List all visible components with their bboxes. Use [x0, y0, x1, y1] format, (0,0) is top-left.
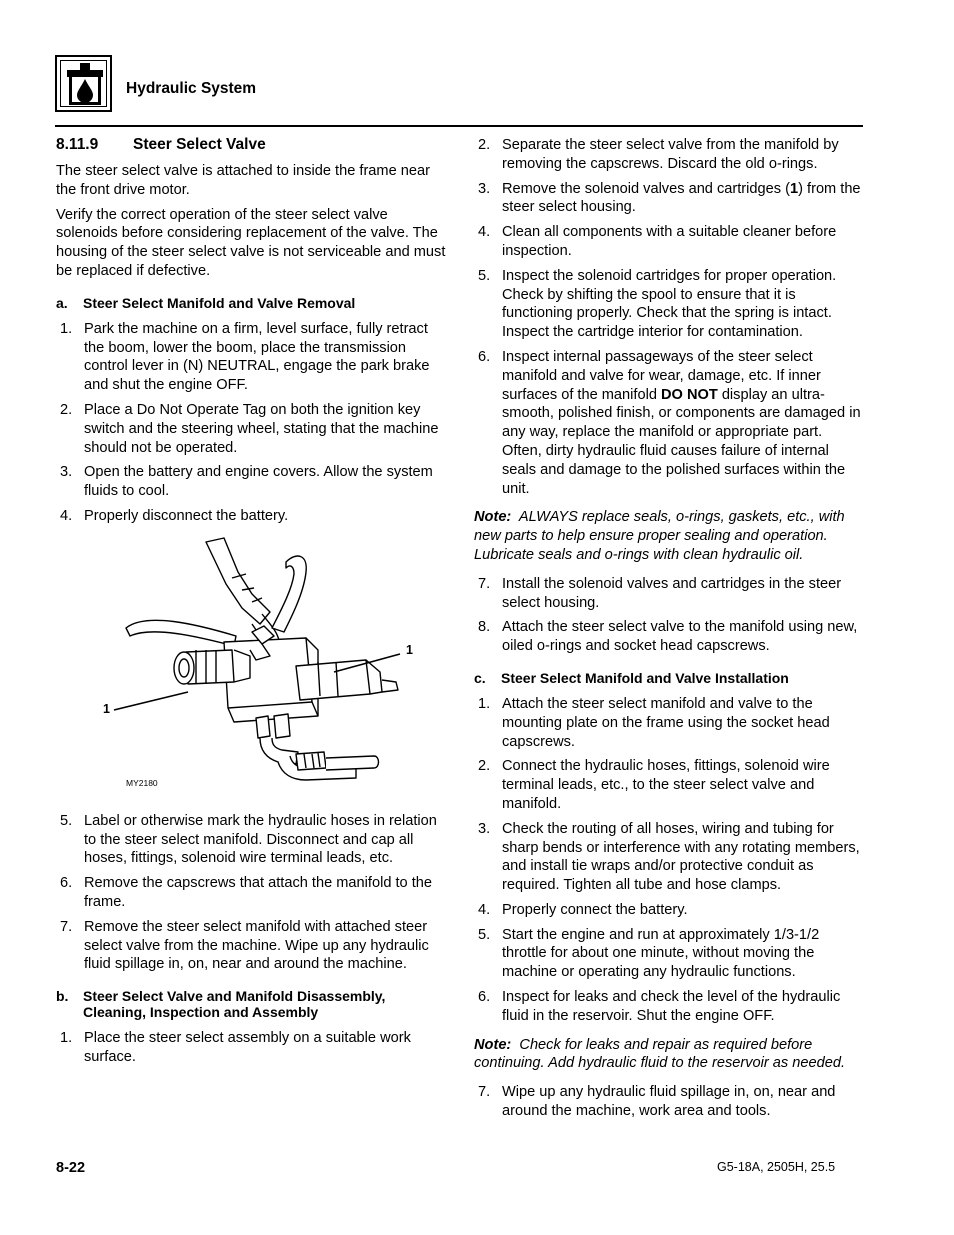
right-column	[474, 136, 864, 1127]
list-item: 2. Connect the hydraulic hoses, fittings, solenoid wire terminal leads, etc., to the steer select valve and manifold.	[478, 758, 830, 812]
list-item: 5. Label or otherwise mark the hydraulic hoses in relation to the steer select manifold. Disconnect and cap all hoses, fittings, solenoid wire terminal leads, etc.	[60, 812, 437, 867]
section-title: Steer Select Valve	[133, 136, 266, 153]
left-column	[56, 136, 446, 1073]
hydraulic-drop-icon	[55, 55, 112, 112]
document-code: G5-18A, 2505H, 25.5	[717, 1160, 836, 1174]
list-item: 5. Start the engine and run at approximately 1/3-1/2 throttle for about one minute, without moving the machine or operating any hydraulic functions.	[478, 926, 820, 981]
assembly-steps	[474, 575, 864, 656]
subsection-heading-c: c. Steer Select Manifold and Valve Installation	[474, 669, 789, 686]
list-item: 8. Attach the steer select valve to the manifold using new, oiled o-rings and socket head capscrews.	[478, 619, 858, 655]
list-item: 7. Install the solenoid valves and cartridges in the steer select housing.	[478, 575, 842, 611]
removal-steps-continued	[56, 812, 446, 974]
installation-steps	[474, 695, 864, 1026]
intro-paragraph: Verify the correct operation of the steer select valve solenoids before considering replacement of the valve. The housing of the steer select valve is not serviceable and must be replaced if defective.	[56, 206, 446, 279]
section-heading	[56, 136, 446, 154]
list-item: 6. Inspect for leaks and check the level of the hydraulic fluid in the reservoir. Shut the engine OFF.	[478, 989, 841, 1024]
disassembly-steps	[56, 1029, 446, 1067]
list-item: 4. Properly disconnect the battery.	[60, 507, 289, 524]
installation-steps-continued	[474, 1083, 864, 1121]
callout-label: 1	[406, 642, 413, 657]
list-item: 6. Inspect internal passageways of the steer select manifold and valve for wear, damage, etc. If inner surfaces of the manifold DO NOT display an ultra-smooth, polished finish, or components are damaged in any way, replace the manifold or appropriate part. Often, dirty hydraulic fluid causes failure of internal seals and damage to the polished surfaces within the unit.	[478, 348, 861, 497]
list-item: 5. Inspect the solenoid cartridges for proper operation. Check by shifting the spool to ensure that it is functioning properly. Check that the spring is intact. Inspect the cartridge interior for contamination.	[478, 267, 837, 341]
list-item: 1. Place the steer select assembly on a suitable work surface.	[60, 1030, 411, 1065]
subsection-heading-b: b. Steer Select Valve and Manifold Disassembly, Cleaning, Inspection and Assembly	[56, 988, 386, 1021]
list-item: 3. Check the routing of all hoses, wiring and tubing for sharp bends or interference with any rotating members, and install tie wraps and/or protective conduit as required. Tighten all tube and hose clamps.	[478, 820, 860, 894]
callout-label: 1	[103, 701, 110, 716]
list-item: 2. Separate the steer select valve from the manifold by removing the capscrews. Discard the old o-rings.	[478, 137, 839, 172]
header-title: Hydraulic System	[126, 80, 257, 97]
list-item: 7. Wipe up any hydraulic fluid spillage in, on, near and around the machine, work area and tools.	[478, 1084, 836, 1120]
intro-paragraph: The steer select valve is attached to inside the frame near the front drive motor.	[56, 163, 430, 198]
note-leaks: Note: Check for leaks and repair as required before continuing. Add hydraulic fluid to the reservoir as needed.	[474, 1036, 846, 1072]
list-item: 4. Clean all components with a suitable cleaner before inspection.	[478, 224, 837, 259]
section-number: 8.11.9	[56, 136, 99, 153]
list-item: 6. Remove the capscrews that attach the manifold to the frame.	[60, 875, 433, 910]
note-seals: Note: ALWAYS replace seals, o-rings, gaskets, etc., with new parts to help ensure proper sealing and operation. Lubricate seals and o-rings with clean hydraulic oil.	[474, 509, 845, 563]
steer-select-valve-figure	[56, 532, 446, 802]
figure-code: MY2180	[126, 777, 158, 788]
list-item: 2. Place a Do Not Operate Tag on both the ignition key switch and the steering wheel, stating that the machine should not be operated.	[60, 401, 439, 456]
disassembly-steps-continued	[474, 136, 864, 498]
page-number: 8-22	[56, 1160, 86, 1176]
list-item: 7. Remove the steer select manifold with attached steer select valve from the machine. Wipe up any hydraulic fluid spillage in, on, near and around the machine.	[60, 918, 429, 973]
removal-steps	[56, 320, 446, 526]
list-item: 4. Properly connect the battery.	[478, 901, 688, 918]
list-item: 1. Park the machine on a firm, level surface, fully retract the boom, lower the boom, place the transmission control lever in (N) NEUTRAL, engage the park brake and shut the engine OFF.	[60, 320, 430, 394]
list-item: 3. Open the battery and engine covers. Allow the system fluids to cool.	[60, 464, 433, 500]
header-divider	[55, 125, 863, 127]
subsection-heading-a: a. Steer Select Manifold and Valve Removal	[56, 294, 356, 311]
list-item: 1. Attach the steer select manifold and valve to the mounting plate on the frame using the socket head capscrews.	[478, 695, 830, 750]
list-item: 3. Remove the solenoid valves and cartridges (1) from the steer select housing.	[478, 180, 861, 216]
